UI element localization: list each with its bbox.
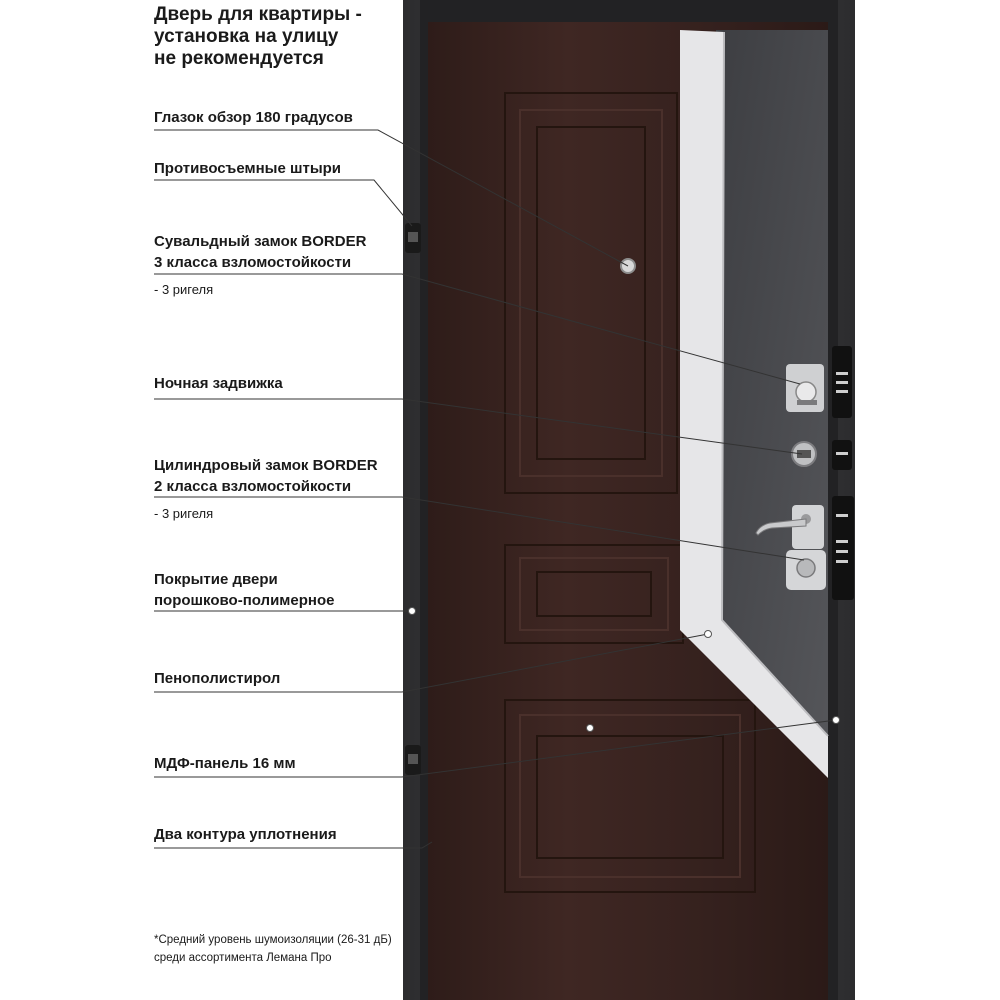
- footnote: *Средний уровень шумоизоляции (26-31 дБ) среди ассортимента Лемана Про: [154, 934, 392, 964]
- feature-note-lever-lock: - 3 ригеля: [154, 282, 214, 297]
- title-line: не рекомендуется: [154, 48, 324, 69]
- feature-label-peephole: Глазок обзор 180 градусов: [154, 109, 353, 126]
- feature-note-cylinder-lock: - 3 ригеля: [154, 506, 214, 521]
- feature-label-coating: Покрытие двери порошково-полимерное: [154, 571, 335, 609]
- title-line: установка на улицу: [154, 26, 339, 47]
- lever-lock: [786, 364, 824, 412]
- feature-label-cylinder-lock: Цилиндровый замок BORDER 2 класса взломостойкости: [154, 457, 378, 495]
- feature-label-lever-lock: Сувальдный замок BORDER 3 класса взломостойкости: [154, 233, 367, 271]
- feature-label-anti-removal-pins: Противосъемные штыри: [154, 160, 342, 177]
- feature-label-mdf-panel: МДФ-панель 16 мм: [154, 755, 296, 772]
- title-line: Дверь для квартиры -: [154, 4, 362, 25]
- feature-label-night-latch: Ночная задвижка: [154, 375, 283, 392]
- feature-label-seal-contours: Два контура уплотнения: [154, 826, 337, 843]
- page-title: [154, 4, 394, 70]
- night-latch: [792, 442, 816, 466]
- feature-label-insulation: Пенополистирол: [154, 670, 281, 687]
